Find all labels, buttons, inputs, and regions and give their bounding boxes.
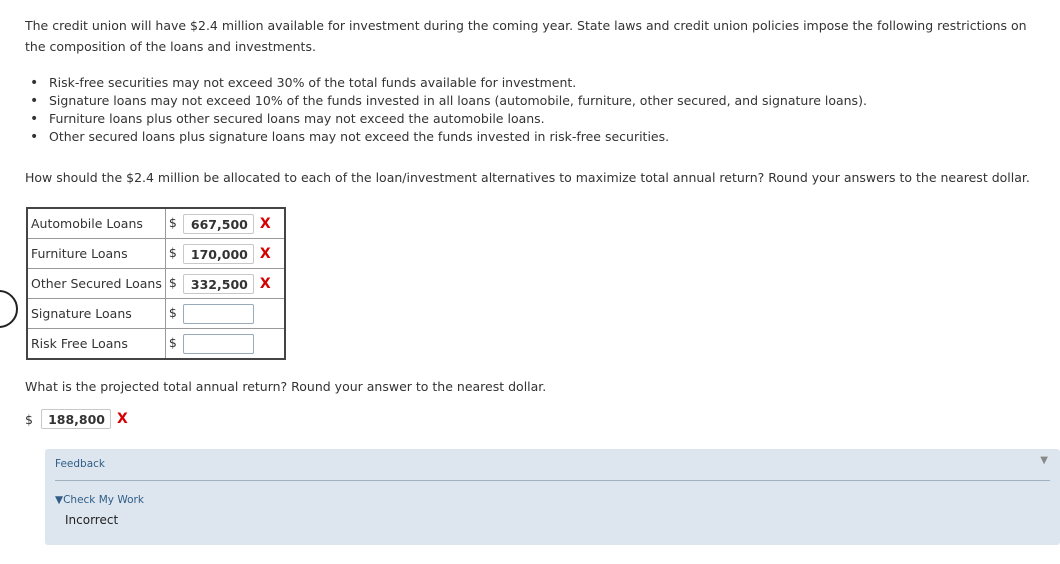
divider: [55, 480, 1050, 481]
restriction-item: • Furniture loans plus other secured loans may not exceed the automobile loans.: [30, 110, 867, 128]
return-question: What is the projected total annual return? Round your answer to the nearest dollar.: [25, 379, 547, 394]
row-label-automobile: Automobile Loans: [27, 208, 165, 239]
other-secured-loans-input[interactable]: 332,500: [183, 274, 254, 294]
row-label-furniture: Furniture Loans: [27, 239, 165, 269]
total-return-input[interactable]: 188,800: [41, 409, 111, 429]
feedback-title[interactable]: Feedback: [55, 458, 106, 470]
incorrect-icon: X: [117, 411, 128, 427]
currency-symbol: $: [168, 275, 177, 290]
feedback-panel: [45, 449, 1060, 545]
incorrect-icon: X: [259, 215, 271, 232]
intro-paragraph: The credit union will have $2.4 million available for investment during the coming year. State laws and credit union policies impose the following restrictions on the composition of the loans and investments.: [25, 18, 1027, 54]
collapse-triangle-icon[interactable]: ▼: [1040, 455, 1048, 466]
currency-symbol: $: [168, 215, 177, 230]
cursor-ring-icon: [0, 290, 18, 328]
total-return-row: [25, 408, 128, 430]
restriction-item: • Signature loans may not exceed 10% of the funds invested in all loans (automobile, furniture, other secured, and signature loans).: [30, 92, 867, 110]
currency-symbol: $: [168, 335, 177, 350]
triangle-down-icon: ▼: [55, 494, 64, 506]
allocation-question: How should the $2.4 million be allocated to each of the loan/investment alternatives to maximize total annual return? Round your answers to the nearest dollar.: [25, 170, 1030, 185]
incorrect-icon: X: [259, 275, 271, 292]
signature-loans-input[interactable]: [183, 304, 254, 324]
automobile-loans-input[interactable]: 667,500: [183, 214, 254, 234]
check-my-work-label: Check My Work: [63, 494, 144, 506]
feedback-result: Incorrect: [65, 513, 119, 527]
row-label-signature: Signature Loans: [27, 299, 165, 329]
restriction-item: • Risk-free securities may not exceed 30% of the total funds available for investment.: [30, 74, 867, 92]
currency-symbol: $: [25, 411, 33, 427]
check-my-work-toggle[interactable]: [55, 494, 144, 506]
incorrect-icon: X: [259, 245, 271, 262]
row-label-other-secured: Other Secured Loans: [27, 269, 165, 299]
currency-symbol: $: [168, 305, 177, 320]
furniture-loans-input[interactable]: 170,000: [183, 244, 254, 264]
table-row: [27, 269, 285, 299]
row-label-risk-free: Risk Free Loans: [27, 329, 165, 360]
table-row: [27, 239, 285, 269]
restriction-item: • Other secured loans plus signature loans may not exceed the funds invested in risk-free securities.: [30, 128, 867, 146]
table-row: [27, 208, 285, 239]
allocation-table: [26, 207, 286, 360]
table-row: [27, 329, 285, 360]
currency-symbol: $: [168, 245, 177, 260]
table-row: [27, 299, 285, 329]
risk-free-loans-input[interactable]: [183, 334, 254, 354]
restrictions-list: [30, 74, 867, 146]
